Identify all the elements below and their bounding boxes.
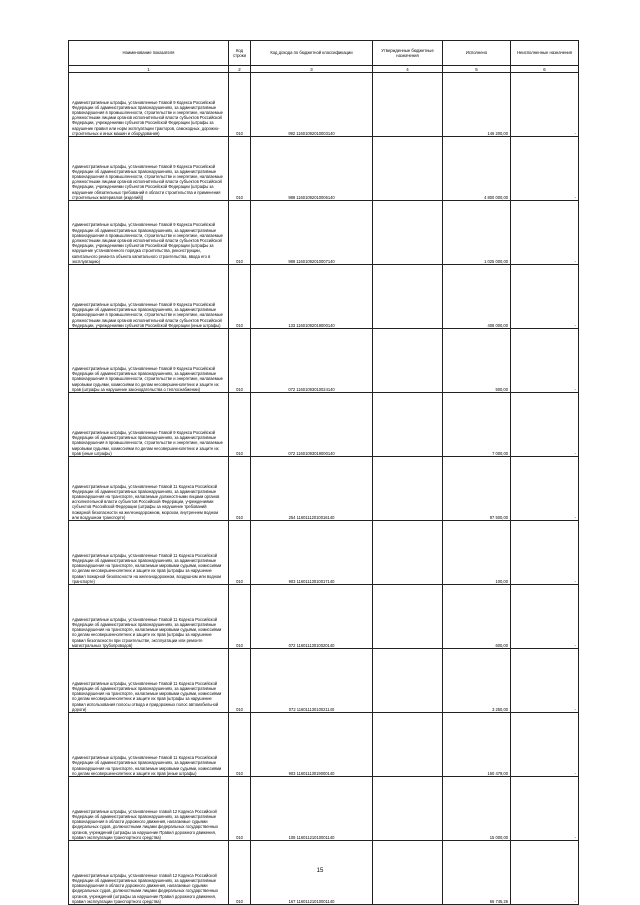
header-executed: Исполнено xyxy=(443,41,511,66)
indicator-name: Административные штрафы, установленные Главой 9 Кодекса Российской Федерации об административных правонарушениях, за административные правонарушения в промышленности, строительстве и энергетике, налагаемые мировыми судьями, комиссиями по делам несовершеннолетних и защите их прав (штрафы за нарушение законодательства о теплоснабжении) xyxy=(69,329,229,393)
approved-amount xyxy=(373,457,443,521)
unexecuted-amount: - xyxy=(511,265,579,329)
executed-amount: 97 500,00 xyxy=(443,457,511,521)
line-code: 010 xyxy=(229,841,251,905)
line-code: 010 xyxy=(229,201,251,265)
approved-amount xyxy=(373,713,443,777)
table-body xyxy=(69,73,579,905)
table-row xyxy=(69,329,579,393)
column-number: 2 xyxy=(229,66,251,73)
budget-code: 903 11601113010017140 xyxy=(251,521,373,585)
indicator-name: Административные штрафы, установленные Главой 9 Кодекса Российской Федерации об административных правонарушениях, за административные правонарушения в промышленности, строительстве и энергетике, налагаемые мировыми судьями, комиссиями по делам несовершеннолетних и защите их прав (иные штрафы) xyxy=(69,393,229,457)
approved-amount xyxy=(373,585,443,649)
indicator-name: Административные штрафы, установленные Главой 9 Кодекса Российской Федерации об административных правонарушениях, за административные правонарушения в промышленности, строительстве и энергетике, налагаемые должностными лицами органов исполнительной власти субъектов Российской Федерации, учреждениями субъектов Российской Федерации (иные штрафы) xyxy=(69,265,229,329)
budget-code: 903 11601113019000140 xyxy=(251,713,373,777)
unexecuted-amount: - xyxy=(511,201,579,265)
executed-amount: 1 025 000,00 xyxy=(443,201,511,265)
header-unexecuted: Неисполненные назначения xyxy=(511,41,579,66)
line-code: 010 xyxy=(229,713,251,777)
column-number: 5 xyxy=(443,66,511,73)
approved-amount xyxy=(373,777,443,841)
budget-code: 254 11601112010016140 xyxy=(251,457,373,521)
indicator-name: Административные штрафы, установленные Главой 9 Кодекса Российской Федерации об административных правонарушениях, за административные правонарушения в промышленности, строительстве и энергетике, налагаемые должностными лицами органов исполнительной власти субъектов Российской Федерации, учреждениями субъектов Российской Федерации (штрафы за нарушение обязательных требований в области строительства и применения строительных материалов (изделий)) xyxy=(69,137,229,201)
indicator-name: Административные штрафы, установленные Главой 11 Кодекса Российской Федерации об административных правонарушениях, за административные правонарушения на транспорте, налагаемые мировыми судьями, комиссиями по делам несовершеннолетних и защите их прав (штрафы за нарушение правил использования полосы отвода и придорожных полос автомобильной дороги) xyxy=(69,649,229,713)
line-code: 010 xyxy=(229,393,251,457)
table-row xyxy=(69,585,579,649)
approved-amount xyxy=(373,649,443,713)
indicator-name: Административные штрафы, установленные Главой 9 Кодекса Российской Федерации об административных правонарушениях, за административные правонарушения в промышленности, строительстве и энергетике, налагаемые должностными лицами органов исполнительной власти субъектов Российской Федерации, учреждениями субъектов Российской Федерации (штрафы за нарушение правил или норм эксплуатации тракторов, самоходных, дорожно-строительных и иных машин и оборудования) xyxy=(69,73,229,137)
executed-amount: 15 000,00 xyxy=(443,777,511,841)
unexecuted-amount: - xyxy=(511,393,579,457)
column-number: 1 xyxy=(69,66,229,73)
column-number-row xyxy=(69,66,579,73)
budget-code: 072 11601093019000140 xyxy=(251,393,373,457)
unexecuted-amount: - xyxy=(511,73,579,137)
indicator-name: Административные штрафы, установленные Главой 11 Кодекса Российской Федерации об административных правонарушениях, за административные правонарушения на транспорте, налагаемые должностными лицами органов исполнительной власти субъектов Российской Федерации, учреждениями субъектов Российской Федерации (штрафы за нарушение требований пожарной безопасности на железнодорожном, морском, внутреннем водном или воздушном транспорте) xyxy=(69,457,229,521)
table-row xyxy=(69,73,579,137)
executed-amount: 500,00 xyxy=(443,329,511,393)
table-row xyxy=(69,713,579,777)
header-name: Наименование показателя xyxy=(69,41,229,66)
header-approved: Утвержденные бюджетные назначения xyxy=(373,41,443,66)
executed-amount: 146 200,00 xyxy=(443,73,511,137)
budget-code: 108 11601121010001140 xyxy=(251,777,373,841)
approved-amount xyxy=(373,73,443,137)
unexecuted-amount: - xyxy=(511,777,579,841)
executed-amount: 600,00 xyxy=(443,585,511,649)
table-row xyxy=(69,201,579,265)
line-code: 010 xyxy=(229,265,251,329)
header-budget-code: Код дохода по бюджетной классификации xyxy=(251,41,373,66)
executed-amount: 160 479,00 xyxy=(443,713,511,777)
column-number: 3 xyxy=(251,66,373,73)
indicator-name: Административные штрафы, установленные главой 12 Кодекса Российской Федерации об административных правонарушениях, за административные правонарушения в области дорожного движения, налагаемые судьями федеральных судов, должностными лицами федеральных государственных органов, учреждений (штрафы за нарушение Правил дорожного движения, правил эксплуатации транспортного средства) xyxy=(69,777,229,841)
executed-amount: 4 800 000,00 xyxy=(443,137,511,201)
table-row xyxy=(69,649,579,713)
line-code: 010 xyxy=(229,777,251,841)
budget-code: 133 11601092019000140 xyxy=(251,265,373,329)
approved-amount xyxy=(373,521,443,585)
line-code: 010 xyxy=(229,329,251,393)
table-row xyxy=(69,457,579,521)
unexecuted-amount: - xyxy=(511,713,579,777)
header-row xyxy=(69,41,579,66)
budget-code: 989 11601092010007140 xyxy=(251,201,373,265)
table-row xyxy=(69,137,579,201)
line-code: 010 xyxy=(229,649,251,713)
unexecuted-amount: - xyxy=(511,649,579,713)
line-code: 010 xyxy=(229,137,251,201)
indicator-name: Административные штрафы, установленные Главой 11 Кодекса Российской Федерации об административных правонарушениях, за административные правонарушения на транспорте, налагаемые мировыми судьями, комиссиями по делам несовершеннолетних и защите их прав (штрафы за нарушение правил пожарной безопасности на железнодорожном, воздушном или водном транспорте) xyxy=(69,521,229,585)
approved-amount xyxy=(373,393,443,457)
indicator-name: Административные штрафы, установленные Главой 9 Кодекса Российской Федерации об административных правонарушениях, за административные правонарушения в промышленности, строительстве и энергетике, налагаемые должностными лицами органов исполнительной власти субъектов Российской Федерации, учреждениями субъектов Российской Федерации (штрафы за нарушение установленного порядка строительства, реконструкции, капитального ремонта объекта капитального строительства, ввода его в эксплуатацию) xyxy=(69,201,229,265)
unexecuted-amount: - xyxy=(511,841,579,905)
indicator-name: Административные штрафы, установленные Главой 11 Кодекса Российской Федерации об административных правонарушениях, за административные правонарушения на транспорте, налагаемые мировыми судьями, комиссиями по делам несовершеннолетних и защите их прав (штрафы за нарушение правил безопасности при строительстве, эксплуатации или ремонте магистральных трубопроводов) xyxy=(69,585,229,649)
line-code: 010 xyxy=(229,73,251,137)
approved-amount xyxy=(373,201,443,265)
line-code: 010 xyxy=(229,585,251,649)
approved-amount xyxy=(373,265,443,329)
budget-code: 072 11601093010024140 xyxy=(251,329,373,393)
budget-code: 992 11601092010003140 xyxy=(251,73,373,137)
approved-amount xyxy=(373,137,443,201)
unexecuted-amount: - xyxy=(511,585,579,649)
budget-code: 072 11601113010021140 xyxy=(251,649,373,713)
header-line-code: Код строки xyxy=(229,41,251,66)
budget-code: 989 11601092010006140 xyxy=(251,137,373,201)
unexecuted-amount: - xyxy=(511,329,579,393)
line-code: 010 xyxy=(229,521,251,585)
table-row xyxy=(69,521,579,585)
executed-amount: 408 000,00 xyxy=(443,265,511,329)
line-code: 010 xyxy=(229,457,251,521)
table-row xyxy=(69,265,579,329)
column-number: 6 xyxy=(511,66,579,73)
indicator-name: Административные штрафы, установленные главой 12 Кодекса Российской Федерации об административных правонарушениях, за административные правонарушения в области дорожного движения, налагаемые судьями федеральных судов, должностными лицами федеральных государственных органов, учреждений (штрафы за нарушение Правил дорожного движения, правил эксплуатации транспортного средства) xyxy=(69,841,229,905)
budget-code: 072 11601113010020140 xyxy=(251,585,373,649)
budget-code: 167 11601121010001140 xyxy=(251,841,373,905)
column-number: 4 xyxy=(373,66,443,73)
unexecuted-amount: - xyxy=(511,521,579,585)
approved-amount xyxy=(373,329,443,393)
executed-amount: 66 745,26 xyxy=(443,841,511,905)
report-table xyxy=(68,40,579,905)
unexecuted-amount: - xyxy=(511,137,579,201)
table-row xyxy=(69,777,579,841)
executed-amount: 3 250,00 xyxy=(443,649,511,713)
executed-amount: 7 000,00 xyxy=(443,393,511,457)
executed-amount: 100,00 xyxy=(443,521,511,585)
page-number: 15 xyxy=(316,868,324,874)
unexecuted-amount: - xyxy=(511,457,579,521)
table-row xyxy=(69,393,579,457)
indicator-name: Административные штрафы, установленные Главой 11 Кодекса Российской Федерации об административных правонарушениях, за административные правонарушения на транспорте, налагаемые мировыми судьями, комиссиями по делам несовершеннолетних и защите их прав (иные штрафы) xyxy=(69,713,229,777)
